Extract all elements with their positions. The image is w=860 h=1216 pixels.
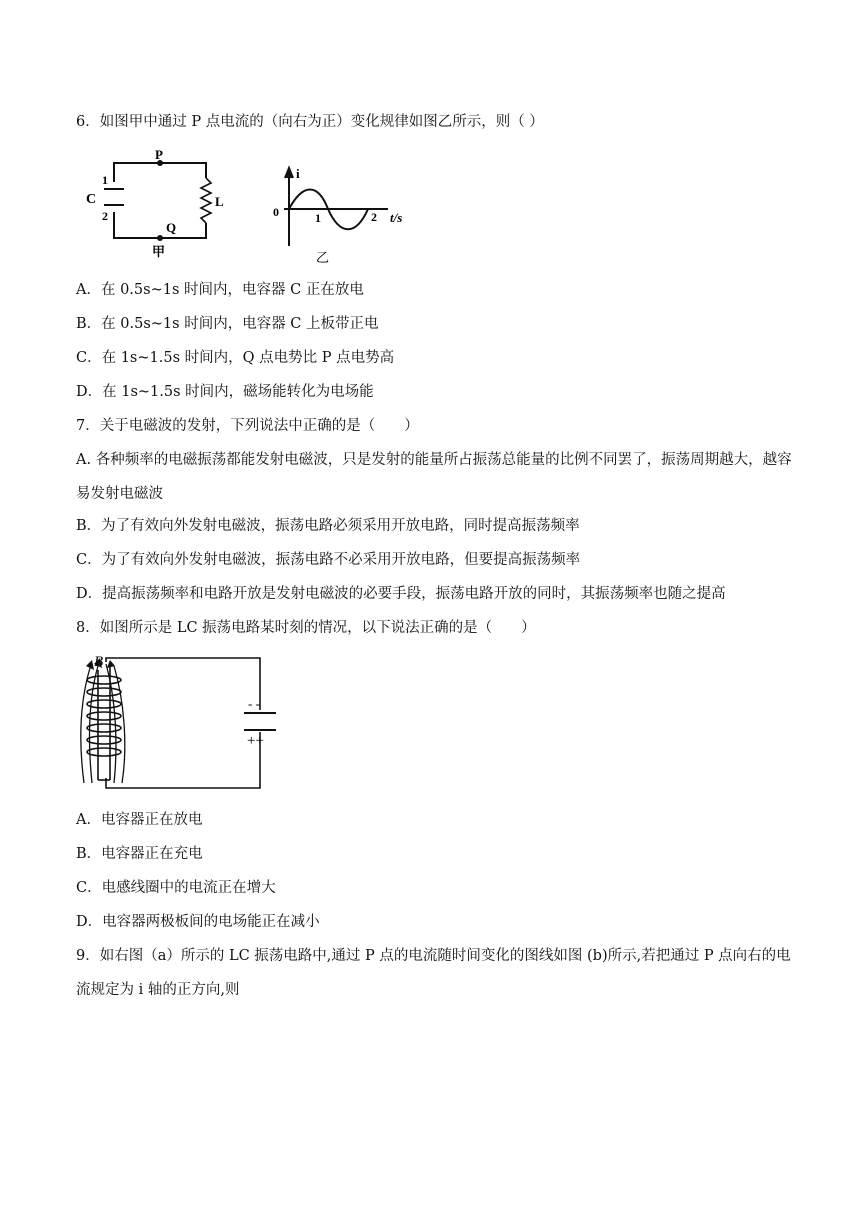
q8-option-d: D．电容器两极板间的电场能正在减小 xyxy=(76,914,320,930)
q6-current-graph-yi-figure xyxy=(268,158,428,268)
axis-i: i xyxy=(296,166,300,181)
tick-2: 2 xyxy=(371,210,377,224)
q7-option-c: C．为了有效向外发射电磁波，振荡电路不必采用开放电路，但要提高振荡频率 xyxy=(76,552,581,568)
q6-option-d: D．在 1s~1.5s 时间内，磁场能转化为电场能 xyxy=(76,384,374,400)
label-minus: - - xyxy=(248,696,260,711)
q7-stem: 7．关于电磁波的发射，下列说法中正确的是（ ） xyxy=(76,418,419,434)
q7-option-a: A. 各种频率的电磁振荡都能发射电磁波，只是发射的能量所占振荡总能量的比例不同罢了，振荡周期越大，越容易发射电磁波 xyxy=(76,452,792,502)
label-2: 2 xyxy=(102,209,108,223)
q8-option-a: A．电容器正在放电 xyxy=(76,812,203,828)
label-l: L xyxy=(215,194,224,209)
q8-lc-circuit-figure xyxy=(76,650,276,790)
q6-option-b: B．在 0.5s~1s 时间内，电容器 C 上板带正电 xyxy=(76,316,379,332)
q7-option-d: D．提高振荡频率和电路开放是发射电磁波的必要手段，振荡电路开放的同时，其振荡频率也随之提高 xyxy=(76,586,726,602)
q8-stem: 8．如图所示是 LC 振荡电路某时刻的情况，以下说法正确的是（ ） xyxy=(76,620,536,636)
tick-1: 1 xyxy=(315,211,321,225)
caption-jia: 甲 xyxy=(152,244,166,259)
q6-option-c: C．在 1s~1.5s 时间内，Q 点电势比 P 点电势高 xyxy=(76,350,395,366)
label-c: C xyxy=(86,192,97,207)
caption-yi: 乙 xyxy=(316,250,330,265)
q8-option-c: C．电感线圈中的电流正在增大 xyxy=(76,880,276,896)
q6-circuit-jia-figure xyxy=(80,148,230,266)
q9-stem: 9．如右图（a）所示的 LC 振荡电路中,通过 P 点的电流随时间变化的图线如图 (b)所示,若把通过 P 点向右的电流规定为 i 轴的正方向,则 xyxy=(76,948,791,998)
q6-option-a: A．在 0.5s~1s 时间内，电容器 C 正在放电 xyxy=(76,282,364,298)
label-plus: ++ xyxy=(247,733,264,749)
label-origin: 0 xyxy=(273,205,279,219)
axis-t: t/s xyxy=(390,210,403,225)
q7-option-b: B．为了有效向外发射电磁波，振荡电路必须采用开放电路，同时提高振荡频率 xyxy=(76,518,580,534)
label-q: Q xyxy=(166,220,177,235)
q6-stem: 6．如图甲中通过 P 点电流的（向右为正）变化规律如图乙所示，则（ ） xyxy=(76,114,544,130)
label-b: B xyxy=(94,654,104,670)
label-1: 1 xyxy=(102,173,108,187)
label-p: P xyxy=(155,148,163,162)
q8-option-b: B．电容器正在充电 xyxy=(76,846,203,862)
